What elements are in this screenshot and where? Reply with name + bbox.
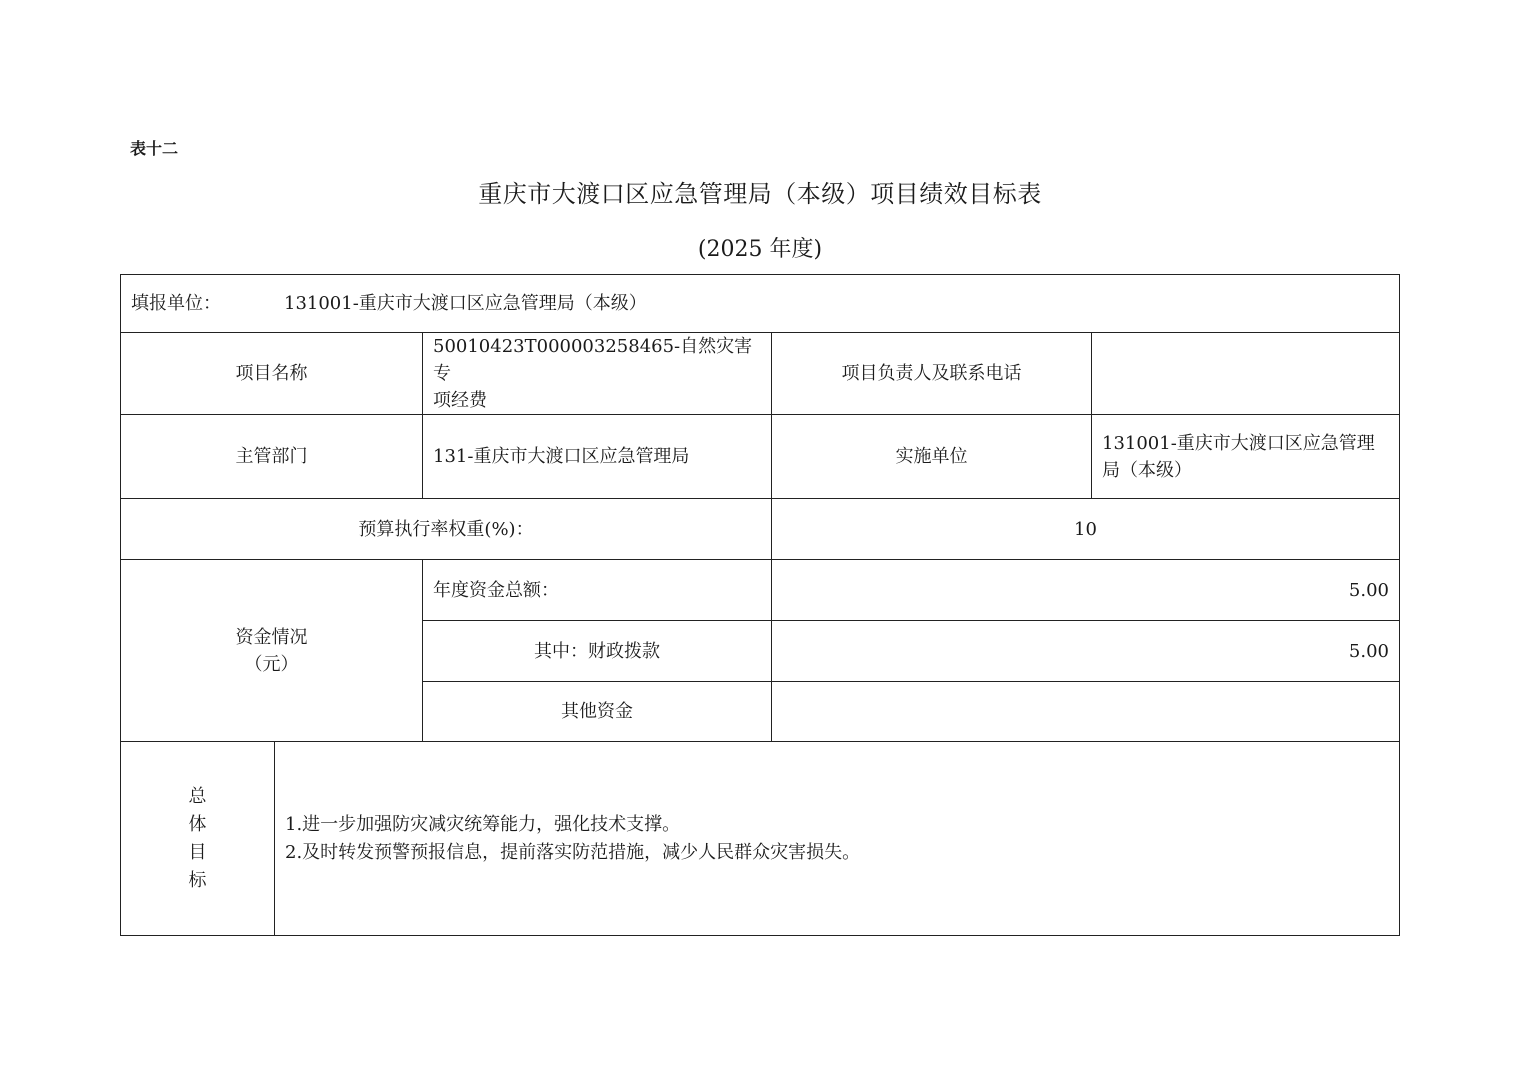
contact-label: 项目负责人及联系电话 [841, 363, 1022, 384]
implementing-unit-line-2: 局（本级） [1102, 459, 1192, 481]
document-subtitle: (2025 年度) [697, 237, 823, 262]
overall-goal-line-1: 1.进一步加强防灾减灾统筹能力，强化技术支撑。 [285, 813, 681, 835]
department-value: 131-重庆市大渡口区应急管理局 [433, 446, 690, 467]
funding-label-line-2: （元） [244, 653, 299, 675]
funding-label-line-1: 资金情况 [235, 626, 308, 648]
overall-goal-char: 总 [188, 785, 207, 807]
project-name-value [423, 333, 771, 414]
overall-goal-label [121, 742, 274, 935]
document-title: 重庆市大渡口区应急管理局（本级）项目绩效目标表 [478, 180, 1042, 208]
budget-weight-value: 10 [1074, 518, 1097, 540]
funding-label [121, 560, 422, 741]
implementing-unit-value [1092, 415, 1399, 498]
department-label: 主管部门 [235, 446, 308, 467]
grid-line [120, 935, 1400, 936]
project-name-line-2: 项经费 [433, 390, 487, 411]
other-funds-label: 其他资金 [561, 701, 633, 722]
overall-goal-content [275, 742, 1399, 935]
budget-weight-label: 预算执行率权重(%)： [358, 518, 534, 540]
other-funds-value [772, 682, 1399, 741]
table-number: 表十二 [130, 139, 179, 158]
reporting-unit-label: 填报单位： [131, 293, 221, 314]
project-name-line-1: 50010423T000003258465-自然灾害专 [433, 336, 753, 384]
implementing-unit-label: 实施单位 [895, 446, 968, 467]
overall-goal-char: 标 [188, 869, 207, 891]
overall-goal-char: 体 [188, 813, 207, 835]
project-name-label: 项目名称 [235, 363, 308, 384]
reporting-unit-row [121, 275, 1399, 332]
contact-value [1092, 333, 1399, 414]
reporting-unit-value: 131001-重庆市大渡口区应急管理局（本级） [284, 293, 647, 314]
overall-goal-char: 目 [188, 841, 207, 863]
fiscal-allocation-value: 5.00 [1348, 640, 1389, 662]
implementing-unit-line-1: 131001-重庆市大渡口区应急管理 [1102, 432, 1375, 454]
annual-total-label: 年度资金总额： [433, 579, 559, 601]
grid-line [1399, 274, 1400, 936]
fiscal-allocation-label: 其中：财政拨款 [534, 640, 660, 662]
annual-total-value: 5.00 [1348, 579, 1389, 601]
overall-goal-line-2: 2.及时转发预警预报信息，提前落实防范措施，减少人民群众灾害损失。 [285, 841, 861, 863]
